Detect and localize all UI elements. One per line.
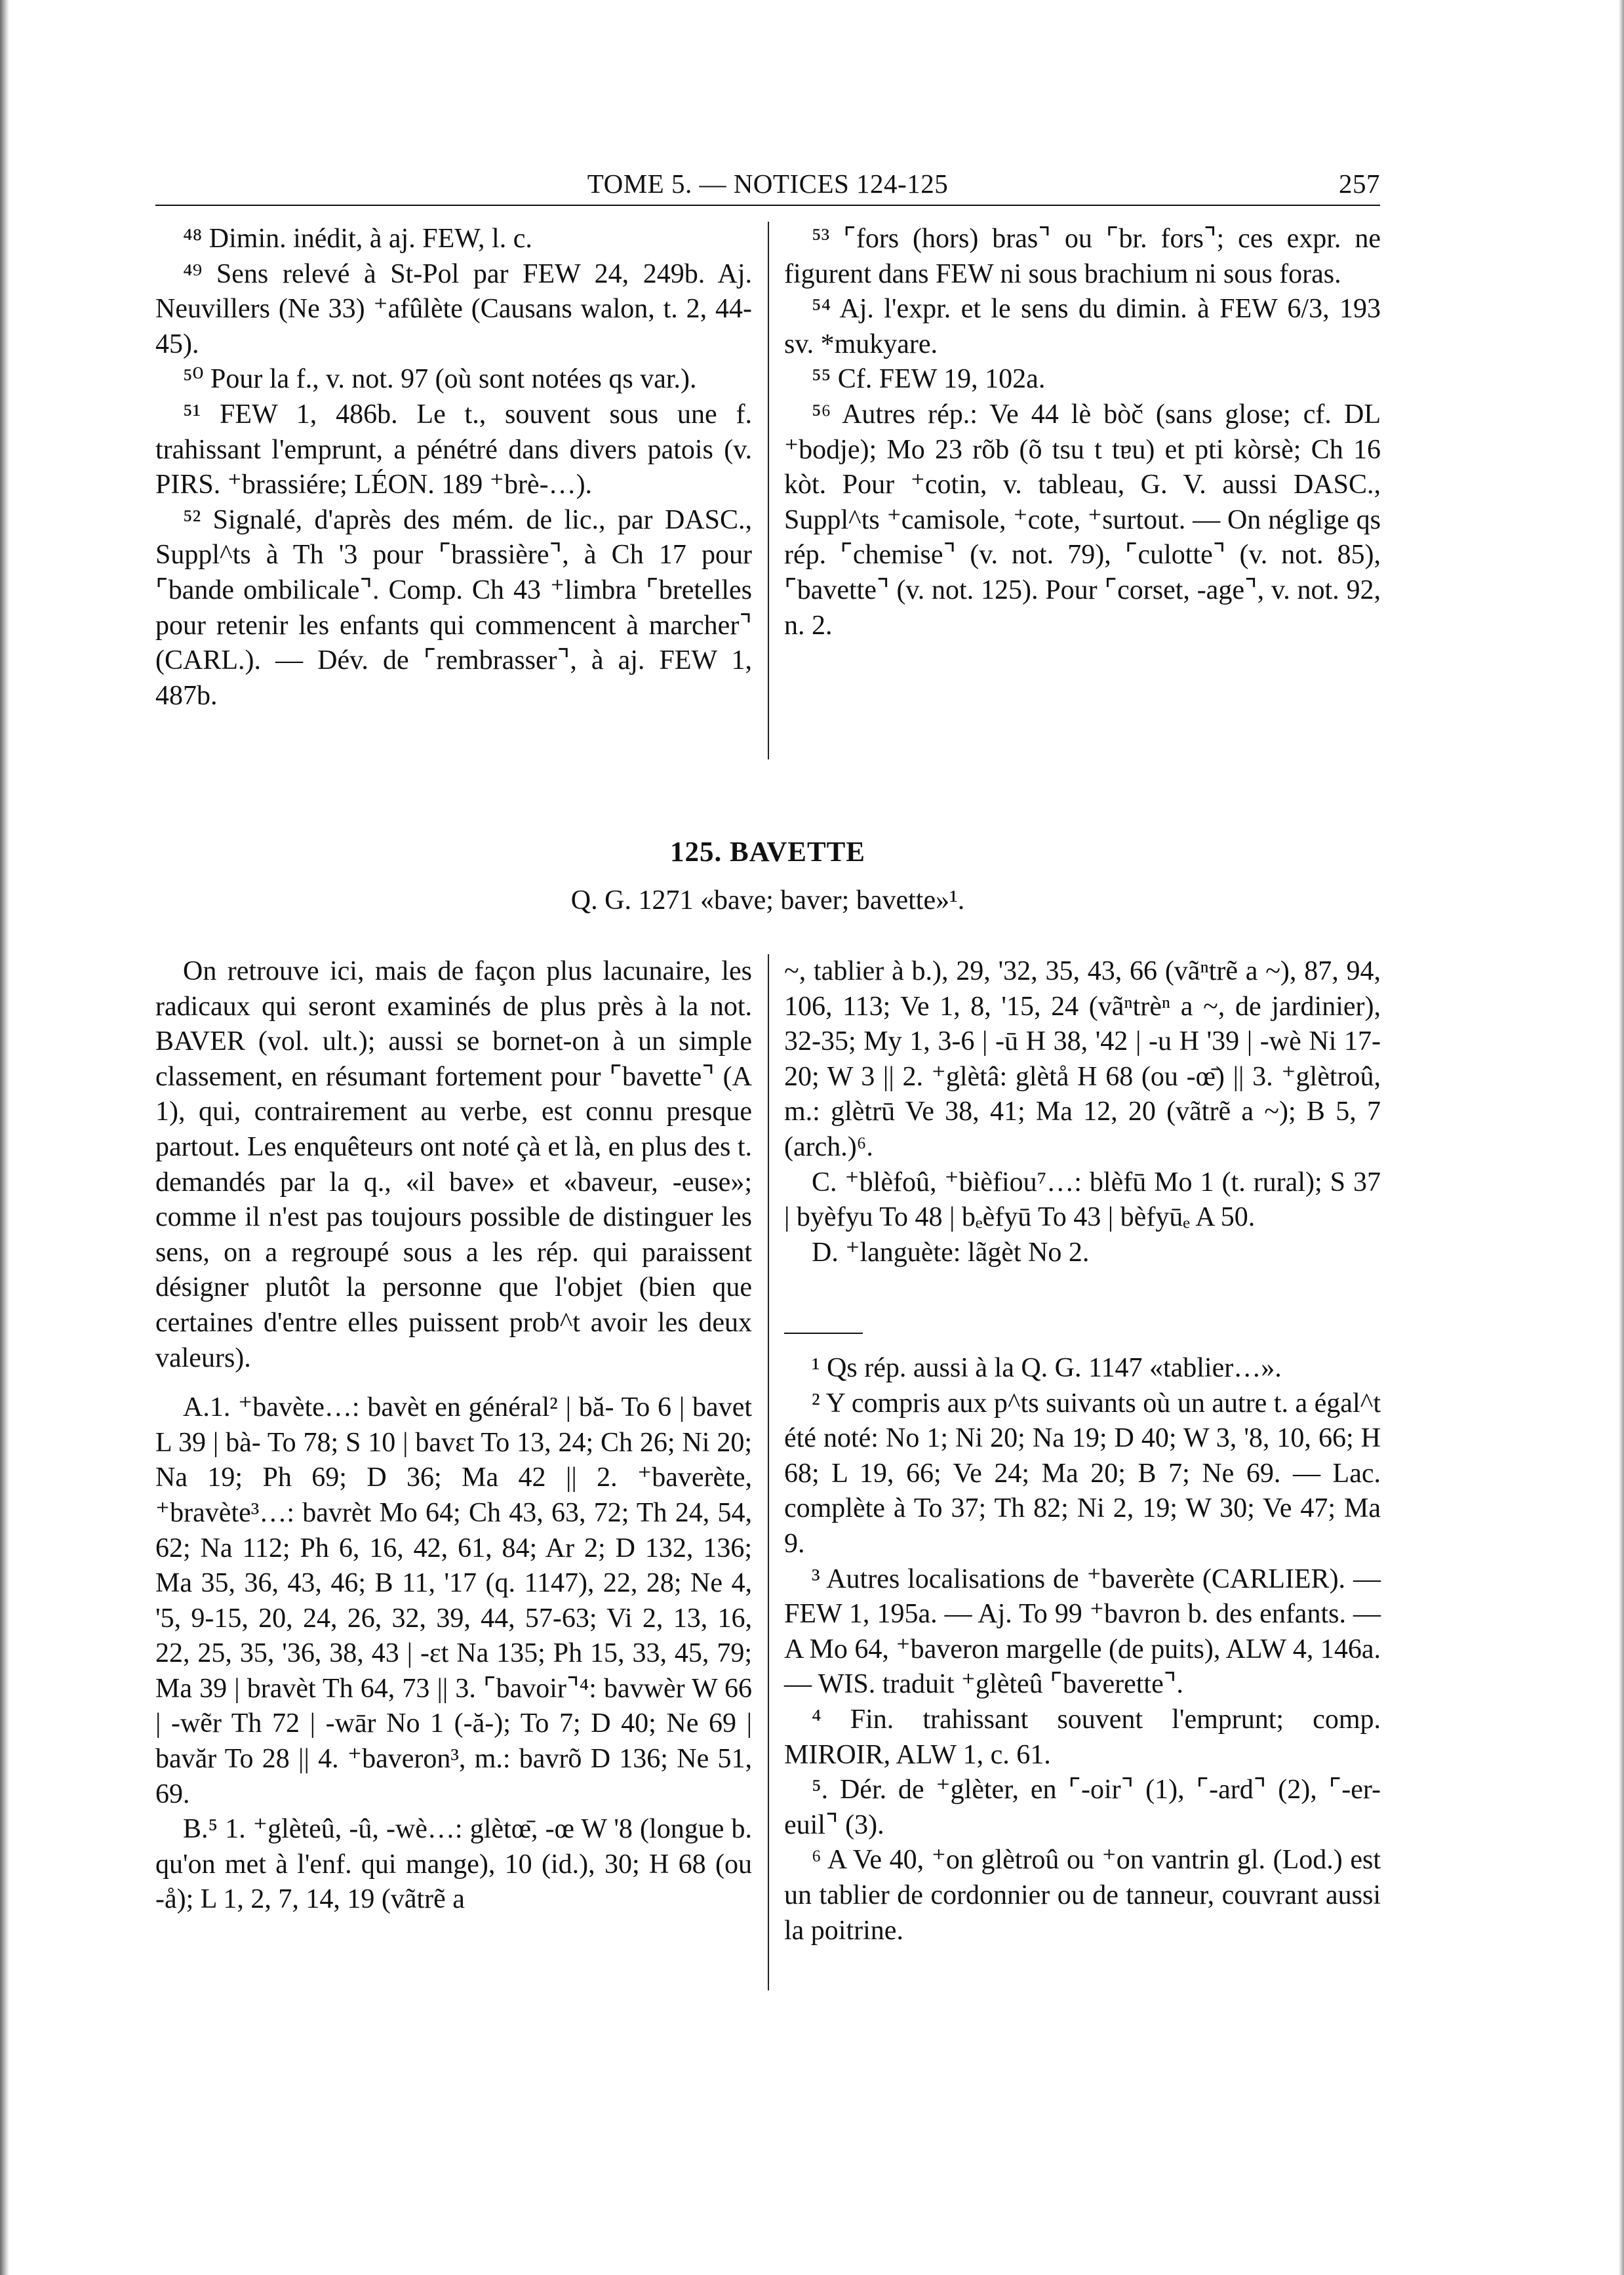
paragraph-a: A.1. ⁺bavète…: bavèt en général² | bă- To 6 | bavet L 39 | bà- To 78; S 10 | bavɛt To 13, 24; Ch 26; Ni 20; Na 19; Ph 69; D 36; Ma 42 || 2. ⁺baverète, ⁺bravète³…: bavrèt Mo 64; Ch 43, 63, 72; Th 24, 54, 62; Na 112; Ph 6, 16, 42, 61, 84; Ar 2; D 132, 136; Ma 35, 36, 43, 46; B 11, '17 (q. 1147), 22, 28; Ne 4, '5, 9-15, 20, 24, 26, 32, 39, 44, 57-63; Vi 2, 13, 16, 22, 25, 35, '36, 38, 43 | -ɛt Na 135; Ph 15, 33, 45, 79; Ma 39 | bravèt Th 64, 73 || 3. ⌜bavoir⌝⁴: bavwèr W 66 | -wẽr Th 72 | -wār No 1 (-ă-); To 7; D 40; Ne 69 | bavăr To 28 || 4. ⁺baveron³, m.: bavrõ D 136; Ne 51, 69. [155,1392,752,1809]
footnotes [784,1351,1381,1948]
footnote-4: ⁴ Fin. trahissant souvent l'emprunt; comp. MIROIR, ALW 1, c. 61. [784,1704,1381,1770]
column-rule-top [768,222,769,759]
intro-paragraph: On retrouve ici, mais de façon plus lacunaire, les radicaux qui seront examinés de plus près à la not. BAVER (vol. ult.); aussi se bornet-on à un simple classement, en résumant fortement pour ⌜bavette⌝ (A 1), qui, contrairement au verbe, est connu presque partout. Les enquêteurs ont noté çà et là, en plus des t. demandés par la q., «il bave» et «baveur, -euse»; comme il n'est pas toujours possible de distinguer les sens, on a regroupé sous a les rép. qui paraissent désigner plutôt la personne que l'objet (bien que certaines d'entre elles puissent prob^t avoir les deux valeurs). [155,956,752,1373]
footnote-rule [784,1333,863,1334]
page-number: 257 [1339,169,1380,199]
footnote-5: ⁵. Dér. de ⁺glèter, en ⌜-oir⌝ (1), ⌜-ard⌝ (2), ⌜-er-euil⌝ (3). [784,1775,1381,1840]
scan-edge-right [1619,0,1624,2275]
body-left-column [155,954,752,1918]
footnote-2: ² Y compris aux p^ts suivants où un autre t. a égal^t été noté: No 1; Ni 20; Na 19; D 40; W 3, '8, 10, 66; H 68; L 19, 66; Ve 24; Ma 20; B 7; Ne 69. — Lac. complète à To 37; Th 82; Ni 2, 19; W 30; Ve 47; Ma 9. [784,1388,1381,1559]
note-49: ⁴⁹ Sens relevé à St-Pol par FEW 24, 249b. Aj. Neuvillers (Ne 33) ⁺afûlète (Causans walon, t. 2, 44-45). [155,258,752,359]
paragraph-b-continued: ~, tablier à b.), 29, '32, 35, 43, 66 (vãⁿtrẽ a ~), 87, 94, 106, 113; Ve 1, 8, '15, 24 (vãⁿtrèⁿ a ~, de jardinier), 32-35; My 1, 3-6 | -ū H 38, '42 | -u H '39 | -wè Ni 17-20; W 3 || 2. ⁺glètâ: glètå H 68 (ou -œ̄) || 3. ⁺glètroû, m.: glètrū Ve 38, 41; Ma 12, 20 (vãtrẽ a ~); B 5, 7 (arch.)⁶. [784,956,1381,1162]
footnote-3: ³ Autres localisations de ⁺baverète (CARLIER). — FEW 1, 195a. — Aj. To 99 ⁺bavron b. des enfants. — A Mo 64, ⁺baveron margelle (de puits), ALW 4, 146a. — WIS. traduit ⁺glèteû ⌜baverette⌝. [784,1563,1381,1700]
paragraph-d: D. ⁺languète: lãgèt No 2. [812,1237,1090,1268]
note-48: ⁴⁸ Dimin. inédit, à aj. FEW, l. c. [183,224,532,254]
note-52: ⁵² Signalé, d'après des mém. de lic., par DASC., Suppl^ts à Th '3 pour ⌜brassière⌝, à Ch 17 pour ⌜bande ombilicale⌝. Comp. Ch 43 ⁺limbra ⌜bretelles pour retenir les enfants qui commencent à marcher⌝ (CARL.). — Dév. de ⌜rembrasser⌝, à aj. FEW 1, 487b. [155,504,752,711]
header-rule [155,205,1380,206]
body-right-column [784,954,1381,1270]
note-53: ⁵³ ⌜fors (hors) bras⌝ ou ⌜br. fors⌝; ces expr. ne figurent dans FEW ni sous brachium ni sous foras. [784,224,1381,289]
footnote-6: ⁶ A Ve 40, ⁺on glètroû ou ⁺on vantrin gl. (Lod.) est un tablier de cordonnier ou de tanneur, couvrant aussi la poitrine. [784,1845,1381,1946]
footnote-1: ¹ Qs rép. aussi à la Q. G. 1147 «tablier…». [812,1353,1282,1383]
paragraph-c: C. ⁺blèfoû, ⁺bièfiou⁷…: blèfū Mo 1 (t. rural); S 37 | byèfyu To 48 | bₑèfyū To 43 | bèfyūₑ A 50. [784,1167,1381,1233]
notes-top-right [784,222,1381,643]
note-50: ⁵⁰ Pour la f., v. not. 97 (où sont notées qs var.). [183,364,697,395]
running-title: TOME 5. — NOTICES 124-125 [587,169,949,199]
note-54: ⁵⁴ Aj. l'expr. et le sens du dimin. à FEW 6/3, 193 sv. *mukyare. [784,294,1381,359]
note-56: ⁵⁶ Autres rép.: Ve 44 lè bòč (sans glose; cf. DL ⁺bodje); Mo 23 rõb (õ tsu t tɐu) et pti kòrsè; Ch 16 kòt. Pour ⁺cotin, v. tableau, G. V. aussi DASC., Suppl^ts ⁺camisole, ⁺cote, ⁺surtout. — On néglige qs rép. ⌜chemise⌝ (v. not. 79), ⌜culotte⌝ (v. not. 85), ⌜bavette⌝ (v. not. 125). Pour ⌜corset, -age⌝, v. not. 92, n. 2. [784,399,1381,641]
column-rule-body [768,954,769,1990]
section-title: 125. BAVETTE [670,837,865,868]
section-subtitle: Q. G. 1271 «bave; baver; bavette»¹. [570,885,965,916]
running-head [155,167,1380,200]
notes-top-left [155,222,752,714]
paragraph-b: B.⁵ 1. ⁺glèteû, -û, -wè…: glètœ̄, -œ W '8 (longue b. qu'on met à l'enf. qui mange), 10 (id.), 30; H 68 (ou -å); L 1, 2, 7, 14, 19 (vãtrẽ a [155,1814,752,1915]
note-55: ⁵⁵ Cf. FEW 19, 102a. [812,364,1046,395]
scan-edge-left [0,0,9,2275]
note-51: ⁵¹ FEW 1, 486b. Le t., souvent sous une f. trahissant l'emprunt, a pénétré dans divers patois (v. PIRS. ⁺brassiére; LÉON. 189 ⁺brè-…). [155,399,752,500]
